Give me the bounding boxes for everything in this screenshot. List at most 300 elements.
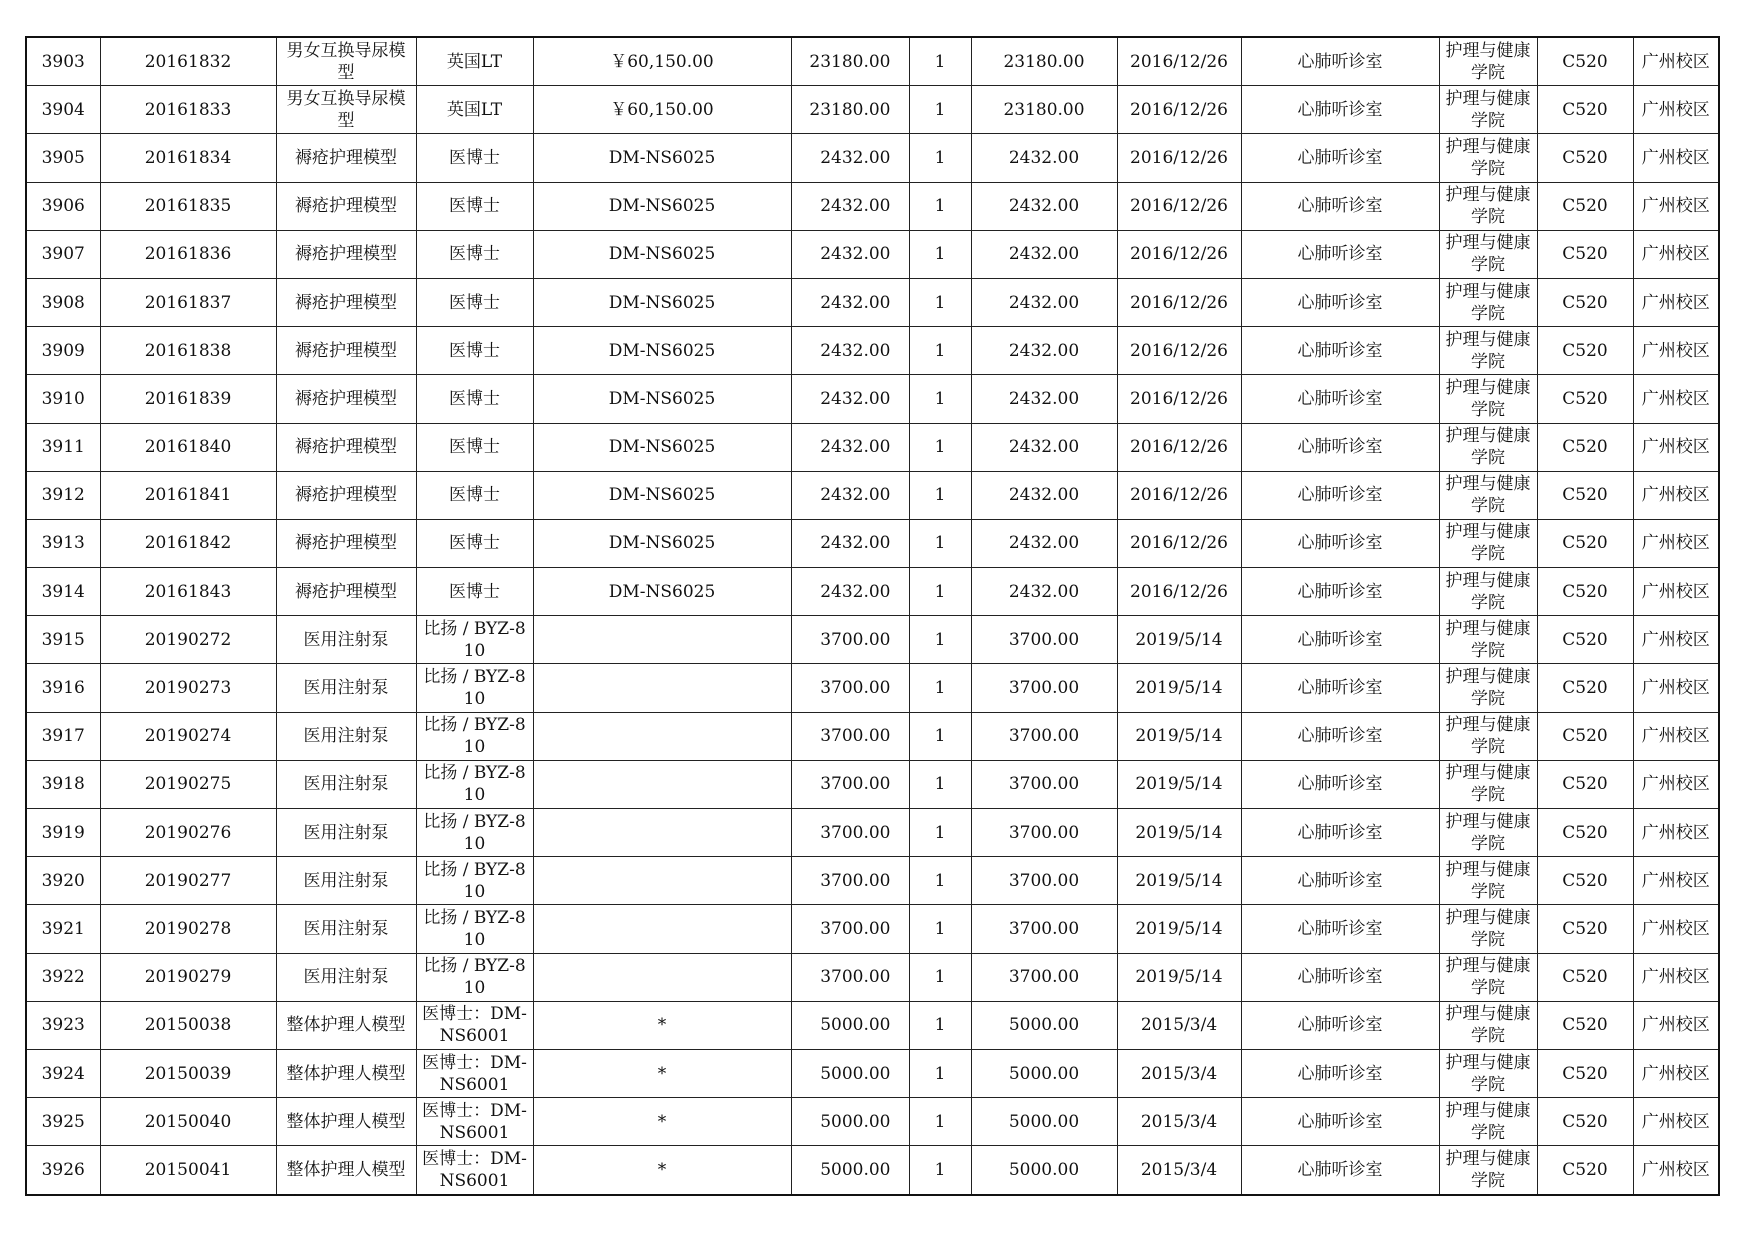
unit-price-cell: 5000.00 [791, 1049, 909, 1097]
location-cell: C520 [1537, 375, 1633, 423]
name-cell: 医用注射泵 [276, 616, 416, 664]
quantity-cell: 1 [909, 616, 971, 664]
index-cell: 3905 [26, 134, 100, 182]
name-cell: 褥疮护理模型 [276, 278, 416, 326]
index-cell: 3906 [26, 182, 100, 230]
quantity-cell: 1 [909, 423, 971, 471]
unit-price-cell: 2432.00 [791, 327, 909, 375]
location-cell: C520 [1537, 760, 1633, 808]
date-cell: 2016/12/26 [1117, 375, 1241, 423]
date-cell: 2019/5/14 [1117, 712, 1241, 760]
asset-id-cell: 20161838 [100, 327, 276, 375]
brand-cell: 比扬 / BYZ-810 [416, 760, 533, 808]
college-cell: 护理与健康学院 [1439, 327, 1537, 375]
amount-cell: 2432.00 [971, 327, 1117, 375]
table-row [26, 278, 1719, 326]
asset-id-cell: 20150041 [100, 1146, 276, 1195]
name-cell: 医用注射泵 [276, 857, 416, 905]
table-row [26, 1001, 1719, 1049]
college-cell: 护理与健康学院 [1439, 664, 1537, 712]
model-cell: * [533, 1098, 791, 1146]
name-cell: 医用注射泵 [276, 809, 416, 857]
room-cell: 心肺听诊室 [1241, 616, 1439, 664]
unit-price-cell: 2432.00 [791, 182, 909, 230]
location-cell: C520 [1537, 519, 1633, 567]
model-cell [533, 760, 791, 808]
name-cell: 医用注射泵 [276, 905, 416, 953]
name-cell: 整体护理人模型 [276, 1098, 416, 1146]
room-cell: 心肺听诊室 [1241, 134, 1439, 182]
asset-id-cell: 20190277 [100, 857, 276, 905]
room-cell: 心肺听诊室 [1241, 1001, 1439, 1049]
amount-cell: 5000.00 [971, 1146, 1117, 1195]
name-cell: 褥疮护理模型 [276, 182, 416, 230]
model-cell [533, 712, 791, 760]
amount-cell: 2432.00 [971, 278, 1117, 326]
model-cell: ￥60,150.00 [533, 37, 791, 86]
model-cell: DM-NS6025 [533, 423, 791, 471]
campus-cell: 广州校区 [1633, 182, 1719, 230]
brand-cell: 比扬 / BYZ-810 [416, 905, 533, 953]
room-cell: 心肺听诊室 [1241, 1049, 1439, 1097]
index-cell: 3907 [26, 230, 100, 278]
room-cell: 心肺听诊室 [1241, 1098, 1439, 1146]
brand-cell: 比扬 / BYZ-810 [416, 953, 533, 1001]
date-cell: 2015/3/4 [1117, 1098, 1241, 1146]
date-cell: 2016/12/26 [1117, 327, 1241, 375]
asset-id-cell: 20161837 [100, 278, 276, 326]
amount-cell: 5000.00 [971, 1098, 1117, 1146]
room-cell: 心肺听诊室 [1241, 230, 1439, 278]
quantity-cell: 1 [909, 905, 971, 953]
model-cell [533, 809, 791, 857]
table-body [26, 37, 1719, 1195]
index-cell: 3912 [26, 471, 100, 519]
college-cell: 护理与健康学院 [1439, 857, 1537, 905]
asset-id-cell: 20150039 [100, 1049, 276, 1097]
amount-cell: 3700.00 [971, 664, 1117, 712]
model-cell: DM-NS6025 [533, 134, 791, 182]
index-cell: 3915 [26, 616, 100, 664]
brand-cell: 英国LT [416, 86, 533, 134]
asset-id-cell: 20161843 [100, 568, 276, 616]
room-cell: 心肺听诊室 [1241, 760, 1439, 808]
asset-id-cell: 20161836 [100, 230, 276, 278]
campus-cell: 广州校区 [1633, 230, 1719, 278]
unit-price-cell: 2432.00 [791, 568, 909, 616]
date-cell: 2019/5/14 [1117, 664, 1241, 712]
name-cell: 医用注射泵 [276, 712, 416, 760]
brand-cell: 英国LT [416, 37, 533, 86]
brand-cell: 比扬 / BYZ-810 [416, 809, 533, 857]
date-cell: 2016/12/26 [1117, 568, 1241, 616]
name-cell: 整体护理人模型 [276, 1001, 416, 1049]
table-row [26, 953, 1719, 1001]
quantity-cell: 1 [909, 1001, 971, 1049]
quantity-cell: 1 [909, 37, 971, 86]
name-cell: 褥疮护理模型 [276, 327, 416, 375]
asset-id-cell: 20190274 [100, 712, 276, 760]
campus-cell: 广州校区 [1633, 471, 1719, 519]
location-cell: C520 [1537, 568, 1633, 616]
date-cell: 2015/3/4 [1117, 1049, 1241, 1097]
location-cell: C520 [1537, 1049, 1633, 1097]
table-row [26, 471, 1719, 519]
quantity-cell: 1 [909, 712, 971, 760]
table-row [26, 664, 1719, 712]
model-cell: DM-NS6025 [533, 519, 791, 567]
date-cell: 2019/5/14 [1117, 953, 1241, 1001]
location-cell: C520 [1537, 278, 1633, 326]
asset-id-cell: 20190278 [100, 905, 276, 953]
room-cell: 心肺听诊室 [1241, 664, 1439, 712]
model-cell [533, 953, 791, 1001]
campus-cell: 广州校区 [1633, 1098, 1719, 1146]
brand-cell: 医博士 [416, 327, 533, 375]
college-cell: 护理与健康学院 [1439, 760, 1537, 808]
unit-price-cell: 3700.00 [791, 857, 909, 905]
index-cell: 3924 [26, 1049, 100, 1097]
college-cell: 护理与健康学院 [1439, 1146, 1537, 1195]
brand-cell: 医博士：DM-NS6001 [416, 1146, 533, 1195]
location-cell: C520 [1537, 423, 1633, 471]
amount-cell: 3700.00 [971, 809, 1117, 857]
campus-cell: 广州校区 [1633, 568, 1719, 616]
campus-cell: 广州校区 [1633, 1049, 1719, 1097]
location-cell: C520 [1537, 1098, 1633, 1146]
model-cell: * [533, 1146, 791, 1195]
unit-price-cell: 23180.00 [791, 37, 909, 86]
asset-id-cell: 20161835 [100, 182, 276, 230]
date-cell: 2016/12/26 [1117, 182, 1241, 230]
college-cell: 护理与健康学院 [1439, 134, 1537, 182]
unit-price-cell: 3700.00 [791, 905, 909, 953]
college-cell: 护理与健康学院 [1439, 905, 1537, 953]
date-cell: 2015/3/4 [1117, 1146, 1241, 1195]
quantity-cell: 1 [909, 857, 971, 905]
college-cell: 护理与健康学院 [1439, 230, 1537, 278]
amount-cell: 3700.00 [971, 953, 1117, 1001]
unit-price-cell: 2432.00 [791, 423, 909, 471]
brand-cell: 医博士：DM-NS6001 [416, 1049, 533, 1097]
index-cell: 3911 [26, 423, 100, 471]
table-row [26, 519, 1719, 567]
unit-price-cell: 2432.00 [791, 278, 909, 326]
brand-cell: 比扬 / BYZ-810 [416, 712, 533, 760]
room-cell: 心肺听诊室 [1241, 1146, 1439, 1195]
campus-cell: 广州校区 [1633, 86, 1719, 134]
unit-price-cell: 2432.00 [791, 230, 909, 278]
asset-id-cell: 20190276 [100, 809, 276, 857]
model-cell: * [533, 1049, 791, 1097]
asset-id-cell: 20150038 [100, 1001, 276, 1049]
amount-cell: 23180.00 [971, 86, 1117, 134]
index-cell: 3910 [26, 375, 100, 423]
room-cell: 心肺听诊室 [1241, 809, 1439, 857]
name-cell: 褥疮护理模型 [276, 471, 416, 519]
quantity-cell: 1 [909, 519, 971, 567]
amount-cell: 23180.00 [971, 37, 1117, 86]
date-cell: 2016/12/26 [1117, 471, 1241, 519]
campus-cell: 广州校区 [1633, 857, 1719, 905]
amount-cell: 2432.00 [971, 182, 1117, 230]
campus-cell: 广州校区 [1633, 327, 1719, 375]
location-cell: C520 [1537, 37, 1633, 86]
index-cell: 3921 [26, 905, 100, 953]
table-row [26, 568, 1719, 616]
table-row [26, 230, 1719, 278]
quantity-cell: 1 [909, 471, 971, 519]
name-cell: 男女互换导尿模型 [276, 86, 416, 134]
table-row [26, 616, 1719, 664]
brand-cell: 医博士 [416, 182, 533, 230]
amount-cell: 3700.00 [971, 712, 1117, 760]
name-cell: 男女互换导尿模型 [276, 37, 416, 86]
college-cell: 护理与健康学院 [1439, 278, 1537, 326]
location-cell: C520 [1537, 953, 1633, 1001]
college-cell: 护理与健康学院 [1439, 809, 1537, 857]
campus-cell: 广州校区 [1633, 664, 1719, 712]
model-cell [533, 616, 791, 664]
unit-price-cell: 3700.00 [791, 616, 909, 664]
unit-price-cell: 5000.00 [791, 1098, 909, 1146]
asset-id-cell: 20161832 [100, 37, 276, 86]
location-cell: C520 [1537, 327, 1633, 375]
campus-cell: 广州校区 [1633, 953, 1719, 1001]
campus-cell: 广州校区 [1633, 760, 1719, 808]
quantity-cell: 1 [909, 953, 971, 1001]
model-cell [533, 857, 791, 905]
model-cell: ￥60,150.00 [533, 86, 791, 134]
asset-id-cell: 20190273 [100, 664, 276, 712]
quantity-cell: 1 [909, 809, 971, 857]
asset-id-cell: 20190279 [100, 953, 276, 1001]
quantity-cell: 1 [909, 1049, 971, 1097]
brand-cell: 比扬 / BYZ-810 [416, 664, 533, 712]
college-cell: 护理与健康学院 [1439, 182, 1537, 230]
table-row [26, 905, 1719, 953]
amount-cell: 2432.00 [971, 134, 1117, 182]
name-cell: 褥疮护理模型 [276, 568, 416, 616]
table-row [26, 327, 1719, 375]
index-cell: 3904 [26, 86, 100, 134]
amount-cell: 2432.00 [971, 230, 1117, 278]
campus-cell: 广州校区 [1633, 375, 1719, 423]
date-cell: 2019/5/14 [1117, 905, 1241, 953]
asset-id-cell: 20161834 [100, 134, 276, 182]
asset-id-cell: 20190272 [100, 616, 276, 664]
college-cell: 护理与健康学院 [1439, 1098, 1537, 1146]
quantity-cell: 1 [909, 134, 971, 182]
table-row [26, 86, 1719, 134]
room-cell: 心肺听诊室 [1241, 905, 1439, 953]
table-row [26, 809, 1719, 857]
college-cell: 护理与健康学院 [1439, 712, 1537, 760]
asset-id-cell: 20190275 [100, 760, 276, 808]
location-cell: C520 [1537, 86, 1633, 134]
location-cell: C520 [1537, 809, 1633, 857]
date-cell: 2019/5/14 [1117, 760, 1241, 808]
location-cell: C520 [1537, 1001, 1633, 1049]
unit-price-cell: 2432.00 [791, 519, 909, 567]
amount-cell: 2432.00 [971, 568, 1117, 616]
amount-cell: 2432.00 [971, 375, 1117, 423]
campus-cell: 广州校区 [1633, 1146, 1719, 1195]
asset-id-cell: 20161842 [100, 519, 276, 567]
brand-cell: 医博士 [416, 134, 533, 182]
amount-cell: 3700.00 [971, 616, 1117, 664]
college-cell: 护理与健康学院 [1439, 616, 1537, 664]
quantity-cell: 1 [909, 1098, 971, 1146]
brand-cell: 医博士 [416, 471, 533, 519]
location-cell: C520 [1537, 182, 1633, 230]
brand-cell: 医博士 [416, 568, 533, 616]
campus-cell: 广州校区 [1633, 809, 1719, 857]
brand-cell: 医博士 [416, 375, 533, 423]
room-cell: 心肺听诊室 [1241, 857, 1439, 905]
location-cell: C520 [1537, 616, 1633, 664]
index-cell: 3920 [26, 857, 100, 905]
quantity-cell: 1 [909, 327, 971, 375]
campus-cell: 广州校区 [1633, 905, 1719, 953]
unit-price-cell: 3700.00 [791, 664, 909, 712]
location-cell: C520 [1537, 471, 1633, 519]
name-cell: 褥疮护理模型 [276, 134, 416, 182]
asset-id-cell: 20161839 [100, 375, 276, 423]
table-row [26, 1146, 1719, 1195]
quantity-cell: 1 [909, 182, 971, 230]
date-cell: 2019/5/14 [1117, 857, 1241, 905]
campus-cell: 广州校区 [1633, 519, 1719, 567]
college-cell: 护理与健康学院 [1439, 519, 1537, 567]
room-cell: 心肺听诊室 [1241, 327, 1439, 375]
asset-id-cell: 20161833 [100, 86, 276, 134]
college-cell: 护理与健康学院 [1439, 471, 1537, 519]
brand-cell: 医博士 [416, 519, 533, 567]
index-cell: 3903 [26, 37, 100, 86]
college-cell: 护理与健康学院 [1439, 1001, 1537, 1049]
date-cell: 2016/12/26 [1117, 278, 1241, 326]
index-cell: 3913 [26, 519, 100, 567]
college-cell: 护理与健康学院 [1439, 37, 1537, 86]
brand-cell: 医博士：DM-NS6001 [416, 1001, 533, 1049]
room-cell: 心肺听诊室 [1241, 182, 1439, 230]
location-cell: C520 [1537, 712, 1633, 760]
amount-cell: 5000.00 [971, 1049, 1117, 1097]
asset-table [25, 36, 1720, 1196]
table-row [26, 134, 1719, 182]
table-row [26, 760, 1719, 808]
model-cell: DM-NS6025 [533, 568, 791, 616]
unit-price-cell: 2432.00 [791, 134, 909, 182]
unit-price-cell: 3700.00 [791, 809, 909, 857]
asset-id-cell: 20161840 [100, 423, 276, 471]
date-cell: 2016/12/26 [1117, 519, 1241, 567]
quantity-cell: 1 [909, 375, 971, 423]
campus-cell: 广州校区 [1633, 423, 1719, 471]
model-cell: DM-NS6025 [533, 375, 791, 423]
college-cell: 护理与健康学院 [1439, 568, 1537, 616]
campus-cell: 广州校区 [1633, 712, 1719, 760]
model-cell: DM-NS6025 [533, 471, 791, 519]
room-cell: 心肺听诊室 [1241, 568, 1439, 616]
table-row [26, 1098, 1719, 1146]
quantity-cell: 1 [909, 568, 971, 616]
name-cell: 褥疮护理模型 [276, 519, 416, 567]
index-cell: 3919 [26, 809, 100, 857]
model-cell: * [533, 1001, 791, 1049]
amount-cell: 3700.00 [971, 905, 1117, 953]
location-cell: C520 [1537, 230, 1633, 278]
index-cell: 3925 [26, 1098, 100, 1146]
college-cell: 护理与健康学院 [1439, 86, 1537, 134]
index-cell: 3918 [26, 760, 100, 808]
college-cell: 护理与健康学院 [1439, 375, 1537, 423]
quantity-cell: 1 [909, 230, 971, 278]
college-cell: 护理与健康学院 [1439, 1049, 1537, 1097]
campus-cell: 广州校区 [1633, 616, 1719, 664]
name-cell: 医用注射泵 [276, 953, 416, 1001]
index-cell: 3916 [26, 664, 100, 712]
quantity-cell: 1 [909, 278, 971, 326]
table-row [26, 182, 1719, 230]
college-cell: 护理与健康学院 [1439, 953, 1537, 1001]
asset-id-cell: 20150040 [100, 1098, 276, 1146]
quantity-cell: 1 [909, 86, 971, 134]
quantity-cell: 1 [909, 1146, 971, 1195]
amount-cell: 2432.00 [971, 471, 1117, 519]
unit-price-cell: 3700.00 [791, 712, 909, 760]
date-cell: 2016/12/26 [1117, 230, 1241, 278]
unit-price-cell: 2432.00 [791, 471, 909, 519]
date-cell: 2015/3/4 [1117, 1001, 1241, 1049]
name-cell: 医用注射泵 [276, 760, 416, 808]
name-cell: 褥疮护理模型 [276, 230, 416, 278]
campus-cell: 广州校区 [1633, 278, 1719, 326]
brand-cell: 医博士 [416, 278, 533, 326]
date-cell: 2019/5/14 [1117, 616, 1241, 664]
campus-cell: 广州校区 [1633, 37, 1719, 86]
campus-cell: 广州校区 [1633, 134, 1719, 182]
brand-cell: 比扬 / BYZ-810 [416, 616, 533, 664]
index-cell: 3909 [26, 327, 100, 375]
location-cell: C520 [1537, 1146, 1633, 1195]
table-row [26, 423, 1719, 471]
room-cell: 心肺听诊室 [1241, 519, 1439, 567]
location-cell: C520 [1537, 134, 1633, 182]
name-cell: 医用注射泵 [276, 664, 416, 712]
room-cell: 心肺听诊室 [1241, 423, 1439, 471]
model-cell: DM-NS6025 [533, 230, 791, 278]
room-cell: 心肺听诊室 [1241, 712, 1439, 760]
name-cell: 褥疮护理模型 [276, 375, 416, 423]
name-cell: 整体护理人模型 [276, 1146, 416, 1195]
model-cell [533, 905, 791, 953]
model-cell [533, 664, 791, 712]
index-cell: 3914 [26, 568, 100, 616]
model-cell: DM-NS6025 [533, 327, 791, 375]
campus-cell: 广州校区 [1633, 1001, 1719, 1049]
room-cell: 心肺听诊室 [1241, 37, 1439, 86]
unit-price-cell: 5000.00 [791, 1001, 909, 1049]
table-row [26, 37, 1719, 86]
index-cell: 3922 [26, 953, 100, 1001]
room-cell: 心肺听诊室 [1241, 86, 1439, 134]
location-cell: C520 [1537, 664, 1633, 712]
room-cell: 心肺听诊室 [1241, 953, 1439, 1001]
room-cell: 心肺听诊室 [1241, 375, 1439, 423]
date-cell: 2019/5/14 [1117, 809, 1241, 857]
